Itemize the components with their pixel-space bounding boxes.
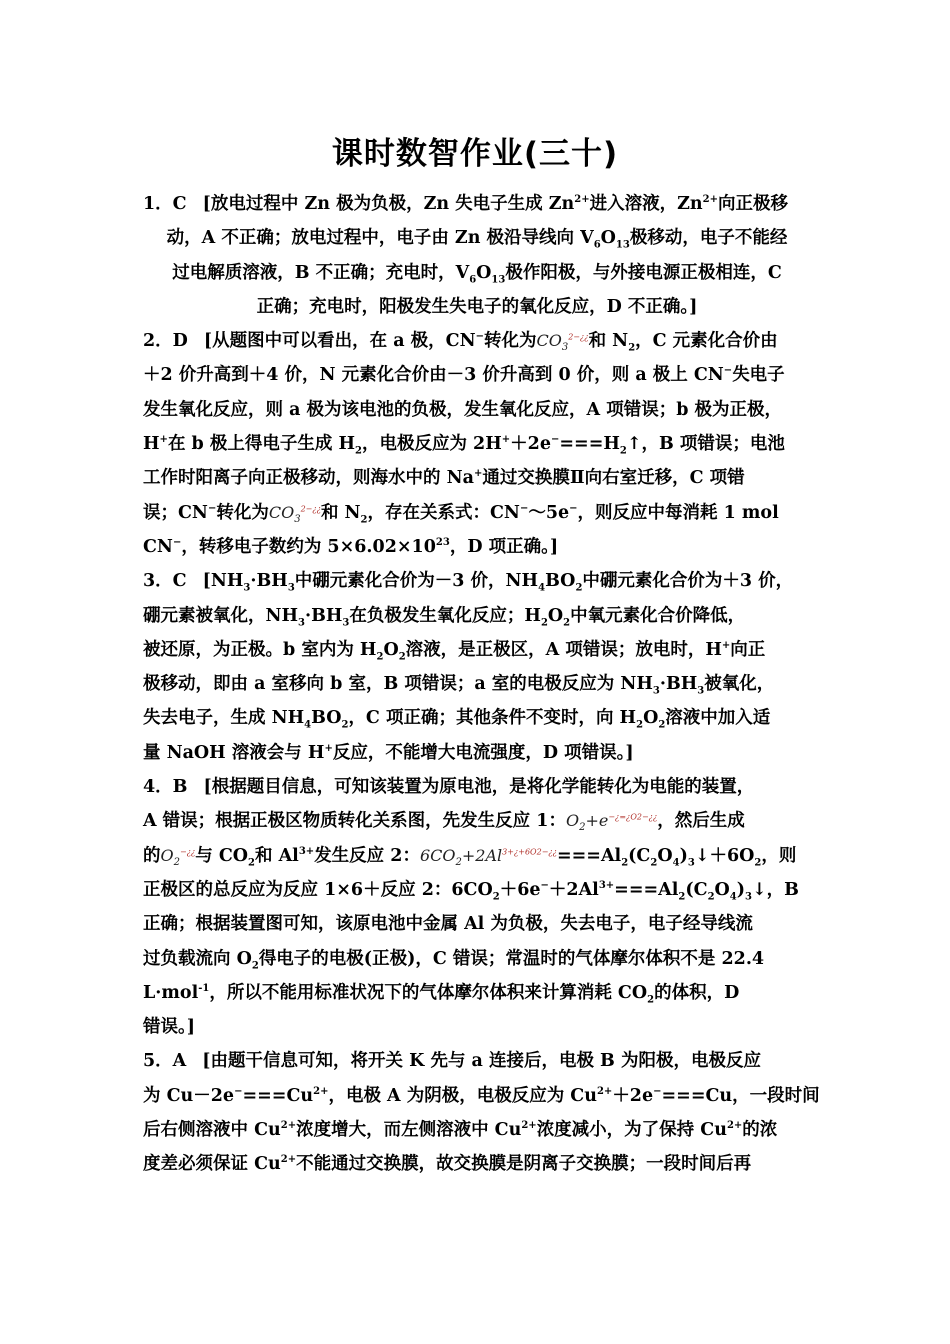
answer-5-line-1: 5．A [由题干信息可知，将开关 K 先与 a 连接后，电极 B 为阳极，电极反应 (143, 1051, 761, 1072)
answer-5-number: 5．A (143, 1051, 187, 1072)
page-title: 课时数智作业(三十) (331, 136, 619, 172)
answer-5-line-3: 后右侧溶液中 $Cu^{2+}$浓度增大，而左侧溶液中 $Cu^{2+}$浓度减小，为了保持 $Cu^{2+}$的浓 (143, 1120, 778, 1141)
answer-2-line-2: ＋2 价升高到＋4 价，N 元素化合价由－3 价升高到 0 价，则 a 极上 CN−失电子 (143, 365, 785, 386)
answer-2-line-6: 误；CN−转化为$CO_3^{2-¿¿}$和 $N_2$，存在关系式：CN−～5e−，则反应中每消耗 1 mol (143, 502, 779, 526)
reaction-1-formula: $O_2+e^{-¿=¿O2-¿¿}$ (565, 811, 658, 834)
answer-3-line-4: 极移动，即由 a 室移向 b 室，B 项错误；a 室的电极反应为 $NH_3\cdot BH_3$被氧化， (143, 674, 775, 697)
answer-3-line-3: 被还原，为正极。b 室内为 $H_2O_2$溶液，是正极区，A 项错误；放电时，H+向正 (143, 639, 766, 663)
answer-4-number: 4．B (143, 777, 188, 798)
answer-5-line-2: 为 $Cu-2e^-===Cu^{2+}$，电极 A 为阴极，电极反应为 $Cu^{2+}+2e^-===Cu$，一段时间 (143, 1085, 820, 1106)
answer-5-line-4: 度差必须保证 $Cu^{2+}$不能通过交换膜，故交换膜是阴离子交换膜；一段时间后再 (143, 1154, 752, 1175)
reaction-2-formula: $6CO_2+2Al^{3+¿+6O2-¿¿}$ (419, 845, 557, 868)
answer-2-line-7: CN−，转移电子数约为 $5\times 6.02\times 10^{23}$，D 项正确。] (143, 536, 559, 557)
answer-2-line-3: 发生氧化反应，则 a 极为该电池的负极，发生氧化反应，A 项错误；b 极为正极， (143, 399, 783, 420)
answer-4-line-3: 的$O_2^{-¿¿}$与 $CO_2$和 $Al^{3+}$发生反应 2：$6CO_2+2Al^{3+¿+6O2-¿¿}===Al_2(C_2O_4)_3↓+6O_2$，则 (143, 845, 797, 869)
answer-4-line-4: 正极区的总反应为反应 1×6＋反应 2：$6CO_2+6e^-+2Al^{3+}===Al_2(C_2O_4)_3↓$，B (143, 879, 799, 903)
answer-3-line-2: 硼元素被氧化，$NH_3\cdot BH_3$在负极发生氧化反应；$H_2O_2$中氧元素化合价降低， (143, 605, 746, 629)
answer-1-line-1: 1．C [放电过程中 Zn 极为负极，Zn 失电子生成 $Zn^{2+}$进入溶液，$Zn^{2+}$向正极移 (143, 194, 788, 214)
answer-body (143, 187, 820, 1182)
answer-1-line-2: 动，A 不正确；放电过程中，电子由 Zn 极沿导线向 $V_6O_{13}$极移动，电子不能经 (166, 228, 788, 251)
carbonate-formula: $CO_3^{2-¿¿}$ (268, 502, 321, 525)
answer-2-line-1: 2．D [从题图中可以看出，在 a 极，CN−转化为$CO_3^{2-¿¿}$和 $N_2$，C 元素化合价由 (143, 331, 778, 354)
answer-4-line-2: A 错误；根据正极区物质转化关系图，先发生反应 1：$O_2+e^{-¿=¿O2-¿¿}$，然后生成 (143, 811, 745, 834)
superoxide-formula: $O_2^{-¿¿}$ (160, 845, 196, 868)
answer-3-line-5: 失去电子，生成 $NH_4BO_2$，C 项正确；其他条件不变时，向 $H_2O_2$溶液中加入适 (143, 708, 771, 731)
answer-1-line-3: 过电解质溶液，B 不正确；充电时，$V_6O_{13}$极作阳极，与外接电源正极相连，C (172, 262, 782, 286)
answer-4-line-1: 4．B [根据题目信息，可知该装置为原电池，是将化学能转化为电能的装置， (143, 777, 755, 798)
answer-4-line-8: 错误。] (143, 1017, 196, 1038)
answer-4-line-7: L·mol$^{-1}$，所以不能用标准状况下的气体摩尔体积来计算消耗 $CO_2$的体积，D (143, 982, 740, 1006)
answer-2-number: 2．D (143, 331, 188, 352)
carbonate-formula: $CO_3^{2-¿¿}$ (536, 331, 589, 354)
answer-3-line-6: 量 NaOH 溶液会与 H+反应，不能增大电流强度，D 项错误。] (143, 742, 634, 763)
answer-4-line-6: 过负载流向 $O_2$得电子的电极(正极)，C 错误；常温时的气体摩尔体积不是 22.4 (143, 948, 765, 972)
answer-1-line-4: 正确；充电时，阳极发生失电子的氧化反应，D 不正确。] (256, 296, 698, 317)
answer-1-number: 1．C (143, 194, 187, 214)
answer-2-line-5: 工作时阳离子向正极移动，则海水中的 Na+通过交换膜Ⅱ向右室迁移，C 项错 (143, 468, 745, 489)
answer-3-number: 3．C (143, 571, 187, 592)
answer-3-line-1: 3．C [$NH_3\cdot BH_3$中硼元素化合价为－3 价，$NH_4BO_2$中硼元素化合价为＋3 价， (143, 571, 794, 594)
answer-2-line-4: H+在 b 极上得电子生成 $H_2$，电极反应为 $2H^++2e^-===H_2↑$，B 项错误；电池 (143, 434, 785, 457)
answer-4-line-5: 正确；根据装置图可知，该原电池中金属 Al 为负极，失去电子，电子经导线流 (143, 914, 753, 935)
